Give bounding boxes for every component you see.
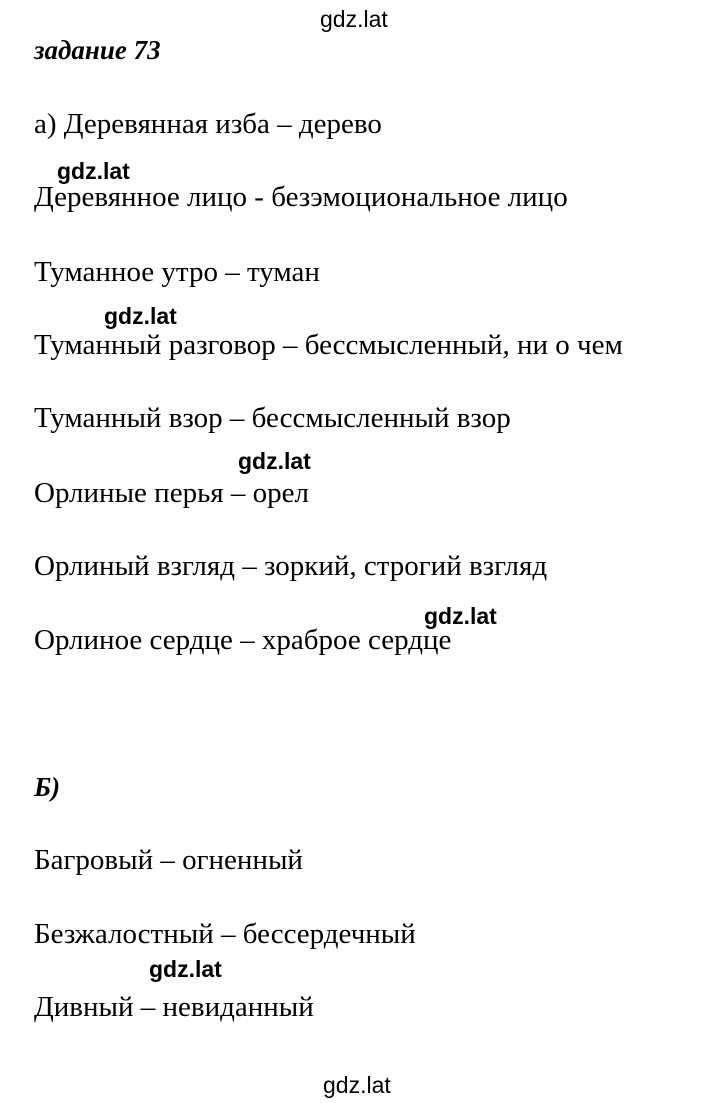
text-line: Туманный разговор – бессмысленный, ни о чем xyxy=(34,329,623,361)
task-title: задание 73 xyxy=(34,35,161,65)
text-line: Туманный взор – бессмысленный взор xyxy=(34,402,511,434)
text-line: Орлиный взгляд – зоркий, строгий взгляд xyxy=(34,550,548,582)
section-b-label: Б) xyxy=(34,772,61,802)
watermark: gdz.lat xyxy=(149,956,222,982)
watermark: gdz.lat xyxy=(57,158,130,184)
header-watermark: gdz.lat xyxy=(320,6,388,32)
text-line: Безжалостный – бессердечный xyxy=(34,918,416,950)
watermark: gdz.lat xyxy=(104,303,177,329)
text-line: а) Деревянная изба – дерево xyxy=(34,108,382,140)
watermark: gdz.lat xyxy=(424,603,497,629)
text-line: Орлиные перья – орел xyxy=(34,477,309,509)
watermark: gdz.lat xyxy=(238,448,311,474)
text-line: Дивный – невиданный xyxy=(34,991,314,1023)
text-line: Орлиное сердце – храброе сердце xyxy=(34,624,452,656)
footer-watermark: gdz.lat xyxy=(323,1072,391,1098)
text-line: Туманное утро – туман xyxy=(34,256,320,288)
text-line: Багровый – огненный xyxy=(34,844,303,876)
text-line: Деревянное лицо - безэмоциональное лицо xyxy=(34,181,568,213)
